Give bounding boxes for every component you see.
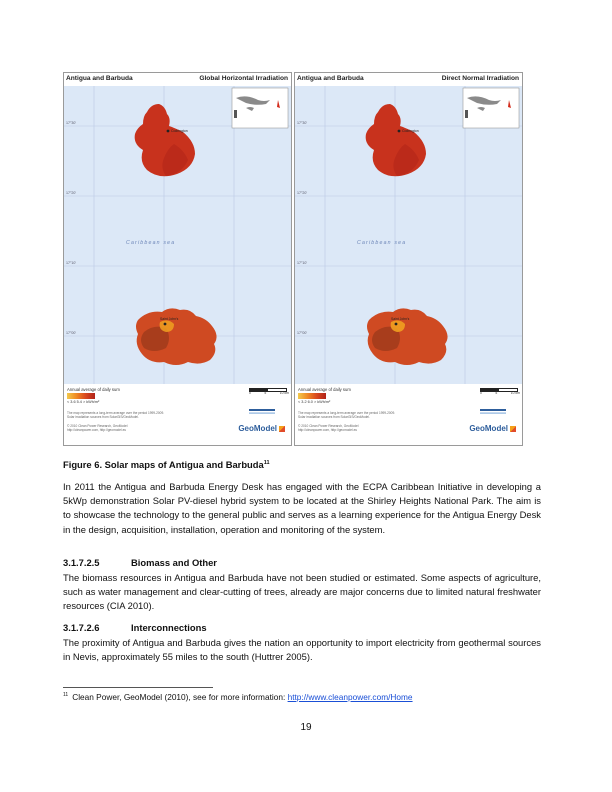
map-legend-area bbox=[295, 384, 522, 445]
scale-bar bbox=[249, 388, 289, 398]
place-label-saint-johns: Saint John's bbox=[160, 317, 179, 321]
legend-color-bar bbox=[298, 393, 326, 399]
map-variable-label: Global Horizontal Irradiation bbox=[199, 75, 288, 82]
map-note: Solar irradiation sources from SolarGIS/GeoModel. bbox=[67, 415, 139, 419]
place-label-saint-johns: Saint John's bbox=[391, 317, 410, 321]
legend-title: Annual average of daily sum bbox=[298, 387, 351, 392]
map-note: Solar irradiation sources from SolarGIS/GeoModel. bbox=[298, 415, 370, 419]
lat-label: 17°30' bbox=[66, 121, 77, 125]
section-number: 3.1.7.2.6 bbox=[63, 622, 100, 633]
lat-label: 17°00' bbox=[66, 331, 77, 335]
paragraph-solar-pilot: In 2011 the Antigua and Barbuda Energy Desk has engaged with the ECPA Caribbean Initiative in developing a 5kWp demonstration Solar PV-diesel hybrid system to be located at the Shirley Heights National Park. The aim is to showcase the technology to the general public and serves as a learning experience for the Antigua Energy Desk in the design, acquisition, installation, operation and monitoring of the system. bbox=[63, 481, 541, 535]
scale-tick: 10 km bbox=[279, 391, 289, 395]
solar-map-ghi bbox=[64, 86, 291, 384]
lat-label: 17°10' bbox=[297, 261, 308, 265]
section-heading-interconnections bbox=[63, 622, 207, 633]
place-label-codrington: Codrington bbox=[171, 129, 188, 133]
scale-tick: 5 bbox=[495, 391, 498, 395]
section-number: 3.1.7.2.5 bbox=[63, 557, 100, 568]
inset-locator-map bbox=[232, 88, 288, 128]
geomodel-logo-icon bbox=[279, 426, 285, 432]
codrington-marker bbox=[167, 130, 170, 133]
sea-label: Caribbean sea bbox=[126, 240, 176, 246]
map-note: http://cleanpower.com, http://geomodel.eu bbox=[298, 428, 358, 432]
footnote-link[interactable]: http://www.cleanpower.com/Home bbox=[287, 692, 413, 702]
legend-title: Annual average of daily sum bbox=[67, 387, 120, 392]
geomodel-logo: GeoModel bbox=[238, 424, 285, 433]
legend-color-bar bbox=[67, 393, 95, 399]
scale-tick: 5 bbox=[264, 391, 267, 395]
lat-label: 17°00' bbox=[297, 331, 308, 335]
paragraph-biomass: The biomass resources in Antigua and Barbuda have not been studied or estimated. Some aspects of agriculture, such as water management and clear-cutting of trees, already are major concerns due to limited natural freshwater resources (CIA 2010). bbox=[63, 572, 541, 612]
footnote-separator bbox=[63, 687, 213, 688]
section-heading-biomass bbox=[63, 557, 217, 568]
page-number: 19 bbox=[300, 722, 312, 733]
scale-tick: 0 bbox=[480, 391, 482, 395]
saint-johns-marker bbox=[164, 323, 167, 326]
place-label-codrington: Codrington bbox=[402, 129, 419, 133]
map-header bbox=[295, 73, 522, 85]
scale-bar bbox=[480, 388, 520, 398]
map-note: © 2010 Clean Power Research, GeoModel bbox=[298, 424, 359, 428]
map-variable-label: Direct Normal Irradiation bbox=[441, 75, 519, 82]
scale-tick: 10 km bbox=[510, 391, 520, 395]
map-note: © 2010 Clean Power Research, GeoModel bbox=[67, 424, 128, 428]
lat-label: 17°10' bbox=[66, 261, 77, 265]
legend-range: < 3.2 6.0 > kWh/m² bbox=[298, 400, 331, 404]
scale-tick: 0 bbox=[249, 391, 251, 395]
footnote bbox=[63, 692, 413, 702]
map-note: The map represents a long-term average over the period 1999-2009. bbox=[298, 411, 396, 415]
legend-range: < 3.6 5.4 > kWh/m² bbox=[67, 400, 100, 404]
footnote-number: 11 bbox=[63, 692, 69, 699]
map-legend-area bbox=[64, 384, 291, 445]
map-note: http://cleanpower.com, http://geomodel.eu bbox=[67, 428, 127, 432]
geomodel-logo: GeoModel bbox=[469, 424, 516, 433]
map-note: The map represents a long-term average over the period 1999-2009. bbox=[67, 411, 165, 415]
footnote-ref: 11 bbox=[263, 459, 270, 466]
solar-map-dni bbox=[295, 86, 522, 384]
lat-label: 17°20' bbox=[66, 191, 77, 195]
figure-caption: Figure 6. Solar maps of Antigua and Barbuda$^{11}$ bbox=[63, 459, 270, 470]
section-title: Biomass and Other bbox=[131, 557, 217, 568]
map-header bbox=[64, 73, 291, 85]
inset-locator-map bbox=[463, 88, 519, 128]
map-panel-dni bbox=[294, 72, 523, 446]
footnote-text: Clean Power, GeoModel (2010), see for more information: bbox=[72, 692, 288, 702]
lat-label: 17°30' bbox=[297, 121, 308, 125]
lat-label: 17°20' bbox=[297, 191, 308, 195]
codrington-marker bbox=[398, 130, 401, 133]
saint-johns-marker bbox=[395, 323, 398, 326]
map-country-label: Antigua and Barbuda bbox=[297, 75, 364, 82]
clean-power-logo bbox=[478, 408, 508, 416]
clean-power-logo bbox=[247, 408, 277, 416]
section-title: Interconnections bbox=[131, 622, 207, 633]
geomodel-logo-icon bbox=[510, 426, 516, 432]
map-country-label: Antigua and Barbuda bbox=[66, 75, 133, 82]
paragraph-interconnections: The proximity of Antigua and Barbuda gives the nation an opportunity to import electricity from geothermal sources in Nevis, approximately 55 miles to the south (Huttrer 2005). bbox=[63, 637, 541, 663]
sea-label: Caribbean sea bbox=[357, 240, 407, 246]
map-panel-ghi bbox=[63, 72, 292, 446]
